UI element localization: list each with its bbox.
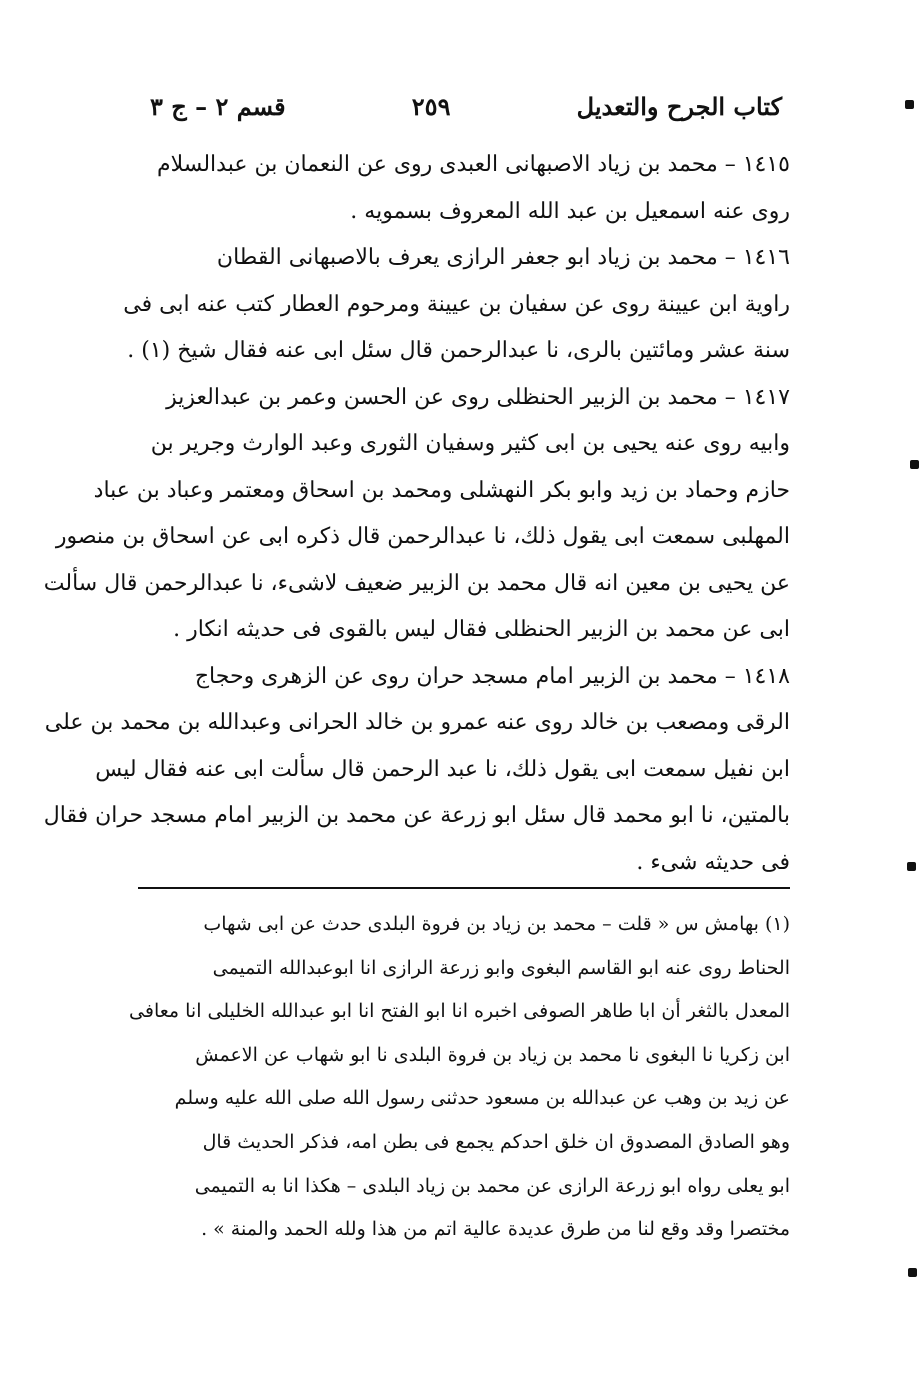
footnote-line: عن زيد بن وهب عن عبدالله بن مسعود حدثنى رسول الله صلى الله عليه وسلم bbox=[174, 1087, 790, 1110]
page-header bbox=[150, 86, 782, 126]
margin-mark bbox=[908, 1268, 917, 1277]
text-line: ١٤١٥ – محمد بن زياد الاصبهانى العبدى روى عن النعمان بن عبدالسلام bbox=[156, 152, 790, 177]
book-title: كتاب الجرح والتعديل bbox=[576, 91, 782, 121]
text-line: راوية ابن عيينة روى عن سفيان بن عيينة ومرحوم العطار كتب عنه ابى فى bbox=[123, 291, 790, 317]
text-line: ١٤١٧ – محمد بن الزبير الحنظلى روى عن الحسن وعمر بن عبدالعزيز bbox=[166, 384, 790, 410]
footnote-line: ابن زكريا نا البغوى نا محمد بن زياد بن فروة البلدى نا ابو شهاب عن الاعمش bbox=[195, 1043, 790, 1066]
text-line: ١٤١٨ – محمد بن الزبير امام مسجد حران روى عن الزهرى وحجاج bbox=[194, 663, 790, 689]
margin-mark bbox=[907, 862, 916, 871]
footnote-line: المعدل بالثغر أن ابا طاهر الصوفى اخبره انا ابو الفتح انا ابو عبدالله الخليلى انا معافى bbox=[129, 1000, 790, 1023]
footnote-divider bbox=[138, 887, 790, 889]
text-line: سنة عشر ومائتين بالرى، نا عبدالرحمن قال سئل ابى عنه فقال شيخ (١) . bbox=[127, 338, 790, 363]
margin-mark bbox=[910, 460, 919, 469]
main-text bbox=[43, 142, 790, 886]
text-line: روى عنه اسمعيل بن عبد الله المعروف بسمويه . bbox=[350, 198, 790, 224]
text-line: وابيه روى عنه يحيى بن ابى كثير وسفيان الثورى وعبد الوارث وجرير بن bbox=[150, 431, 790, 456]
page-number: ٢٥٩ bbox=[411, 91, 451, 121]
footnote-line: الحناط روى عنه ابو القاسم البغوى وابو زرعة الرازى انا ابوعبدالله التميمى bbox=[212, 956, 790, 979]
margin-mark bbox=[905, 100, 914, 109]
text-line: ابى عن محمد بن الزبير الحنظلى فقال ليس بالقوى فى حديثه انكار . bbox=[173, 617, 790, 642]
text-line: المهلبى سمعت ابى يقول ذلك، نا عبدالرحمن قال ذكره ابى عن اسحاق بن منصور bbox=[55, 524, 790, 549]
footnote-line: (١) بهامش س « قلت – محمد بن زياد بن فروة البلدى حدث عن ابى شهاب bbox=[203, 913, 790, 935]
footnote-line: ابو يعلى رواه ابو زرعة الرازى عن محمد بن زياد البلدى – هكذا انا به التميمى bbox=[194, 1174, 790, 1197]
text-line: عن يحيى بن معين انه قال محمد بن الزبير ضعيف لاشىء، نا عبدالرحمن قال سألت bbox=[43, 570, 790, 596]
text-line: الرقى ومصعب بن خالد روى عنه عمرو بن خالد الحرانى وعبدالله بن محمد بن على bbox=[44, 710, 790, 735]
text-line: فى حديثه شىء . bbox=[636, 849, 790, 875]
text-line: ابن نفيل سمعت ابى يقول ذلك، نا عبد الرحمن قال سألت ابى عنه فقال ليس bbox=[95, 756, 790, 782]
footnotes bbox=[129, 903, 790, 1252]
footnote-line: مختصرا وقد وقع لنا من طرق عديدة عالية اتم من هذا ولله الحمد والمنة » . bbox=[201, 1218, 790, 1241]
text-line: بالمتين، نا ابو محمد قال سئل ابو زرعة عن محمد بن الزبير امام مسجد حران فقال bbox=[43, 803, 790, 828]
footnote-line: وهو الصادق المصدوق ان خلق احدكم يجمع فى بطن امه، فذكر الحديث قال bbox=[202, 1130, 790, 1153]
section-label: قسم ٢ – ج ٣ bbox=[150, 91, 286, 121]
text-line: ١٤١٦ – محمد بن زياد ابو جعفر الرازى يعرف بالاصبهانى القطان bbox=[216, 245, 790, 270]
text-line: حازم وحماد بن زيد وابو بكر النهشلى ومحمد بن اسحاق ومعتمر وعباد بن عباد bbox=[93, 477, 790, 503]
